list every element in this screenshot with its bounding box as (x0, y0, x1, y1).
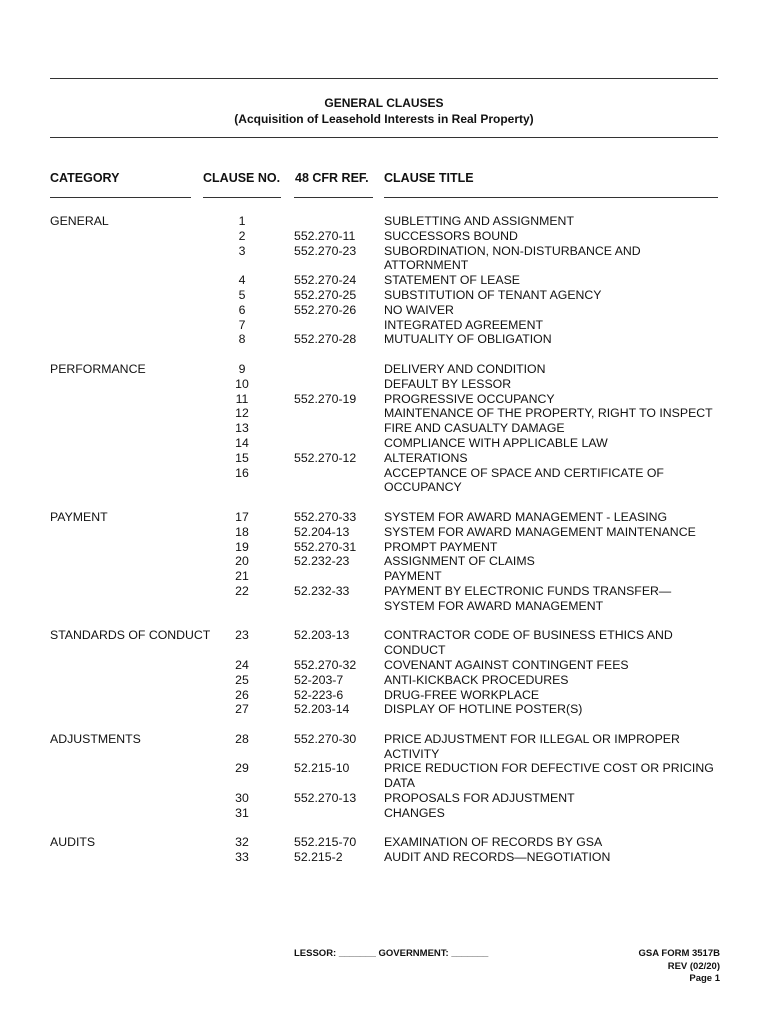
category-label: ADJUSTMENTS (50, 731, 141, 746)
clause-title: ANTI-KICKBACK PROCEDURES (384, 672, 569, 687)
clause-title: ASSIGNMENT OF CLAIMS (384, 554, 535, 569)
clause-row (0, 510, 770, 525)
clause-row (0, 628, 770, 658)
title-bottom-rule (50, 137, 718, 138)
clause-row (0, 436, 770, 451)
cfr-reference: 552.270-23 (294, 243, 357, 258)
clause-title: CONTRACTOR CODE OF BUSINESS ETHICS AND CONDUCT (384, 628, 673, 658)
cfr-reference: 52.232-23 (294, 554, 350, 569)
clause-row (0, 525, 770, 540)
clause-title: AUDIT AND RECORDS—NEGOTIATION (384, 850, 611, 865)
clause-title: NO WAIVER (384, 302, 454, 317)
clause-number: 8 (238, 332, 246, 347)
clause-row (0, 850, 770, 865)
cfr-reference: 52.215-2 (294, 850, 343, 865)
clause-row (0, 244, 770, 274)
clause-row (0, 791, 770, 806)
clause-row (0, 377, 770, 392)
cfr-reference: 52.232-33 (294, 583, 350, 598)
clause-title: MUTUALITY OF OBLIGATION (384, 332, 552, 347)
clause-title: SYSTEM FOR AWARD MANAGEMENT - LEASING (384, 509, 668, 524)
clause-row (0, 214, 770, 229)
category-label: AUDITS (50, 835, 96, 850)
cfr-reference: 552.270-28 (294, 332, 357, 347)
clause-number: 27 (235, 702, 249, 717)
clause-title: PAYMENT BY ELECTRONIC FUNDS TRANSFER—SYSTEM FOR AWARD MANAGEMENT (384, 583, 672, 613)
clause-title: COVENANT AGAINST CONTINGENT FEES (384, 657, 629, 672)
header-clause-no: CLAUSE NO. (203, 171, 281, 185)
clause-number: 19 (235, 539, 249, 554)
clause-number: 16 (235, 465, 249, 480)
clause-title: CHANGES (384, 805, 445, 820)
clause-number: 15 (235, 450, 249, 465)
category-label: STANDARDS OF CONDUCT (50, 628, 211, 643)
clause-title: DISPLAY OF HOTLINE POSTER(S) (384, 702, 583, 717)
clause-title: DEFAULT BY LESSOR (384, 376, 512, 391)
clause-row (0, 229, 770, 244)
clause-title: SUBLETTING AND ASSIGNMENT (384, 214, 574, 228)
clause-row (0, 835, 770, 850)
clause-title: SUBORDINATION, NON-DISTURBANCE AND ATTORNMENT (384, 243, 641, 273)
category-label: PERFORMANCE (50, 361, 146, 376)
clause-title: COMPLIANCE WITH APPLICABLE LAW (384, 435, 608, 450)
clause-number: 22 (235, 583, 249, 598)
clause-title: PROGRESSIVE OCCUPANCY (384, 391, 555, 406)
clause-number: 14 (235, 435, 249, 450)
clause-row (0, 540, 770, 555)
clauses-table (0, 214, 770, 880)
cfr-reference: 552.270-24 (294, 273, 357, 288)
clause-number: 25 (235, 672, 249, 687)
clause-row (0, 688, 770, 703)
form-info (639, 948, 720, 986)
clause-number: 5 (238, 287, 246, 302)
clause-row (0, 584, 770, 614)
clause-title: PROPOSALS FOR ADJUSTMENT (384, 791, 575, 806)
clause-number: 26 (235, 687, 249, 702)
clause-row (0, 466, 770, 496)
clause-title: SYSTEM FOR AWARD MANAGEMENT MAINTENANCE (384, 524, 696, 539)
cfr-reference: 552.215-70 (294, 835, 357, 850)
clause-title: ACCEPTANCE OF SPACE AND CERTIFICATE OF OCCUPANCY (384, 465, 664, 495)
top-rule (50, 78, 718, 79)
clause-group (0, 628, 770, 717)
document-title: GENERAL CLAUSES (324, 96, 444, 110)
clause-row (0, 569, 770, 584)
clause-title: STATEMENT OF LEASE (384, 273, 520, 288)
clause-title: SUCCESSORS BOUND (384, 228, 518, 243)
header-category: CATEGORY (50, 171, 120, 185)
clause-row (0, 273, 770, 288)
clause-number: 7 (238, 317, 246, 332)
cfr-reference: 552.270-25 (294, 287, 357, 302)
form-revision: REV (02/20) (667, 960, 720, 972)
clause-title: DRUG-FREE WORKPLACE (384, 687, 540, 702)
clause-title: PRICE REDUCTION FOR DEFECTIVE COST OR PRICING DATA (384, 761, 714, 791)
cfr-reference: 552.270-30 (294, 731, 357, 746)
clause-row (0, 392, 770, 407)
clause-row (0, 761, 770, 791)
cfr-reference: 552.270-26 (294, 302, 357, 317)
clause-title: DELIVERY AND CONDITION (384, 361, 546, 376)
clause-number: 1 (238, 214, 246, 228)
clause-row (0, 554, 770, 569)
clause-number: 4 (238, 273, 246, 288)
clause-number: 18 (235, 524, 249, 539)
cfr-reference: 552.270-11 (294, 228, 356, 243)
clause-row (0, 318, 770, 333)
clause-title: PRICE ADJUSTMENT FOR ILLEGAL OR IMPROPER ACTIVITY (384, 731, 680, 761)
cfr-reference: 552.270-32 (294, 657, 357, 672)
header-cfr-ref: 48 CFR REF. (295, 171, 369, 185)
clause-row (0, 806, 770, 821)
clause-group (0, 835, 770, 865)
cfr-reference: 552.270-13 (294, 791, 357, 806)
clause-number: 9 (238, 361, 246, 376)
clause-row (0, 332, 770, 347)
category-label: GENERAL (50, 214, 109, 228)
clause-number: 28 (235, 731, 249, 746)
header-underline-cfr-ref (294, 197, 373, 198)
clause-number: 31 (235, 805, 249, 820)
clause-row (0, 451, 770, 466)
clause-title: MAINTENANCE OF THE PROPERTY, RIGHT TO INSPECT (384, 406, 713, 421)
clause-number: 30 (235, 791, 249, 806)
form-name: GSA FORM 3517B (638, 948, 720, 959)
clause-number: 11 (235, 391, 249, 406)
header-clause-title: CLAUSE TITLE (384, 171, 474, 185)
cfr-reference: 552.270-19 (294, 391, 357, 406)
clause-number: 32 (235, 835, 249, 850)
clause-number: 2 (238, 228, 246, 243)
clause-number: 29 (235, 761, 249, 776)
document-subtitle: (Acquisition of Leasehold Interests in Real Property) (234, 112, 534, 126)
clause-number: 3 (238, 243, 246, 258)
header-underline-clause-no (203, 197, 281, 198)
signature-line: LESSOR: _______ GOVERNMENT: _______ (294, 948, 489, 959)
clause-row (0, 303, 770, 318)
header-underline-category (50, 197, 191, 198)
clause-row (0, 406, 770, 421)
clause-row (0, 421, 770, 436)
clause-title: EXAMINATION OF RECORDS BY GSA (384, 835, 603, 850)
cfr-reference: 52.203-13 (294, 628, 350, 643)
clause-group (0, 362, 770, 495)
clause-number: 24 (235, 657, 249, 672)
cfr-reference: 52.204-13 (294, 524, 350, 539)
clause-title: FIRE AND CASUALTY DAMAGE (384, 421, 565, 436)
cfr-reference: 52-223-6 (294, 687, 344, 702)
cfr-reference: 52.215-10 (294, 761, 350, 776)
cfr-reference: 52-203-7 (294, 672, 344, 687)
clause-number: 21 (235, 569, 249, 584)
clause-row (0, 732, 770, 762)
clause-group (0, 510, 770, 614)
clause-row (0, 702, 770, 717)
cfr-reference: 552.270-12 (294, 450, 357, 465)
clause-title: PROMPT PAYMENT (384, 539, 498, 554)
category-label: PAYMENT (50, 509, 108, 524)
cfr-reference: 552.270-33 (294, 509, 357, 524)
cfr-reference: 52.203-14 (294, 702, 350, 717)
header-underline-clause-title (384, 197, 718, 198)
clause-title: PAYMENT (384, 569, 442, 584)
clause-number: 10 (235, 376, 249, 391)
clause-row (0, 288, 770, 303)
clause-title: SUBSTITUTION OF TENANT AGENCY (384, 287, 602, 302)
clause-number: 23 (235, 628, 249, 643)
clause-number: 12 (235, 406, 249, 421)
cfr-reference: 552.270-31 (294, 539, 357, 554)
page-number: Page 1 (689, 973, 720, 984)
clause-number: 33 (235, 850, 249, 865)
clause-group (0, 214, 770, 347)
clause-title: INTEGRATED AGREEMENT (384, 317, 543, 332)
clause-number: 20 (235, 554, 249, 569)
clause-number: 6 (238, 302, 246, 317)
clause-row (0, 673, 770, 688)
clause-row (0, 658, 770, 673)
clause-number: 13 (235, 421, 249, 436)
clause-row (0, 362, 770, 377)
clause-title: ALTERATIONS (384, 450, 468, 465)
clause-group (0, 732, 770, 821)
clause-number: 17 (235, 509, 249, 524)
